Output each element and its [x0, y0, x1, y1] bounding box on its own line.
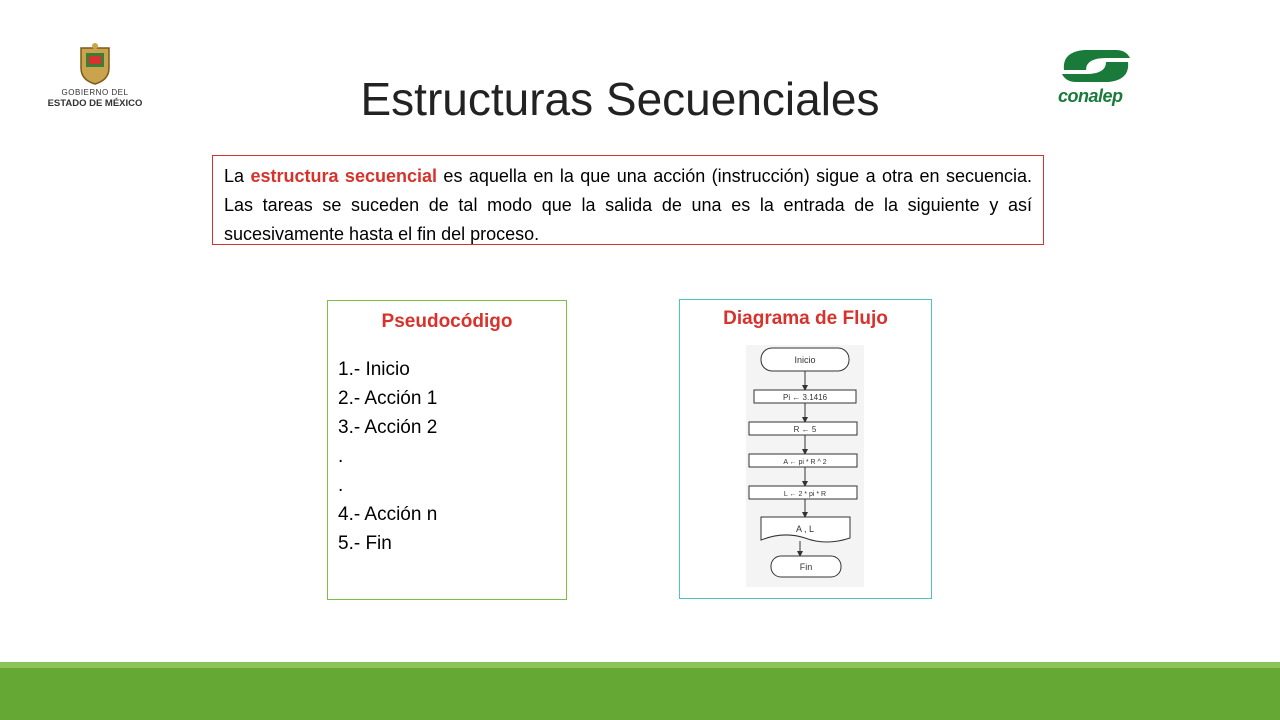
pseudocode-step: 2.- Acción 1	[338, 388, 438, 409]
flowchart-box	[679, 299, 932, 599]
pseudocode-step: .	[338, 475, 344, 496]
node-label: Pi ← 3.1416	[782, 393, 828, 402]
pseudocode-step: 3.- Acción 2	[338, 417, 438, 438]
estado-mexico-label: ESTADO DE MÉXICO	[47, 98, 143, 109]
node-label: L ← 2 * pi * R	[783, 491, 827, 498]
definition-box	[212, 155, 1044, 245]
pseudocode-title: Pseudocódigo	[381, 311, 513, 332]
node-label: Inicio	[794, 355, 816, 365]
pseudocode-steps	[338, 355, 566, 558]
pseudocode-step: 4.- Acción n	[338, 504, 438, 525]
footer-band	[0, 662, 1280, 720]
node-label: A ← pi * R ^ 2	[783, 459, 827, 466]
node-label: R ← 5	[793, 425, 817, 434]
pseudocode-box	[327, 300, 567, 600]
footer-band-highlight	[0, 662, 1280, 668]
definition-text: es aquella en la que una acción (instrucción) sigue a otra en secuencia. Las tareas se suceden de tal modo que la salida de una es la entrada de la siguiente y así sucesivamente hasta el fin del proceso.	[224, 166, 1032, 244]
definition-highlight: estructura secuencial	[250, 166, 437, 186]
flowchart-diagram	[746, 345, 864, 587]
gobierno-label: GOBIERNO DEL	[61, 88, 129, 97]
conalep-wordmark: conalep	[1058, 86, 1123, 106]
node-label: Fin	[799, 562, 813, 572]
gobierno-estado-mexico-logo	[40, 42, 150, 114]
node-label: A , L	[795, 524, 815, 534]
flowchart-title: Diagrama de Flujo	[723, 308, 888, 329]
pseudocode-step: 5.- Fin	[338, 533, 392, 554]
conalep-mark-icon	[1056, 44, 1136, 86]
flowchart-image	[746, 345, 864, 587]
pseudocode-step: 1.- Inicio	[338, 359, 410, 380]
definition-prefix: La	[224, 166, 251, 186]
conalep-logo	[1056, 44, 1140, 108]
coat-of-arms-icon	[75, 42, 115, 86]
page-title: Estructuras Secuenciales	[360, 73, 880, 125]
pseudocode-step: .	[338, 446, 344, 467]
